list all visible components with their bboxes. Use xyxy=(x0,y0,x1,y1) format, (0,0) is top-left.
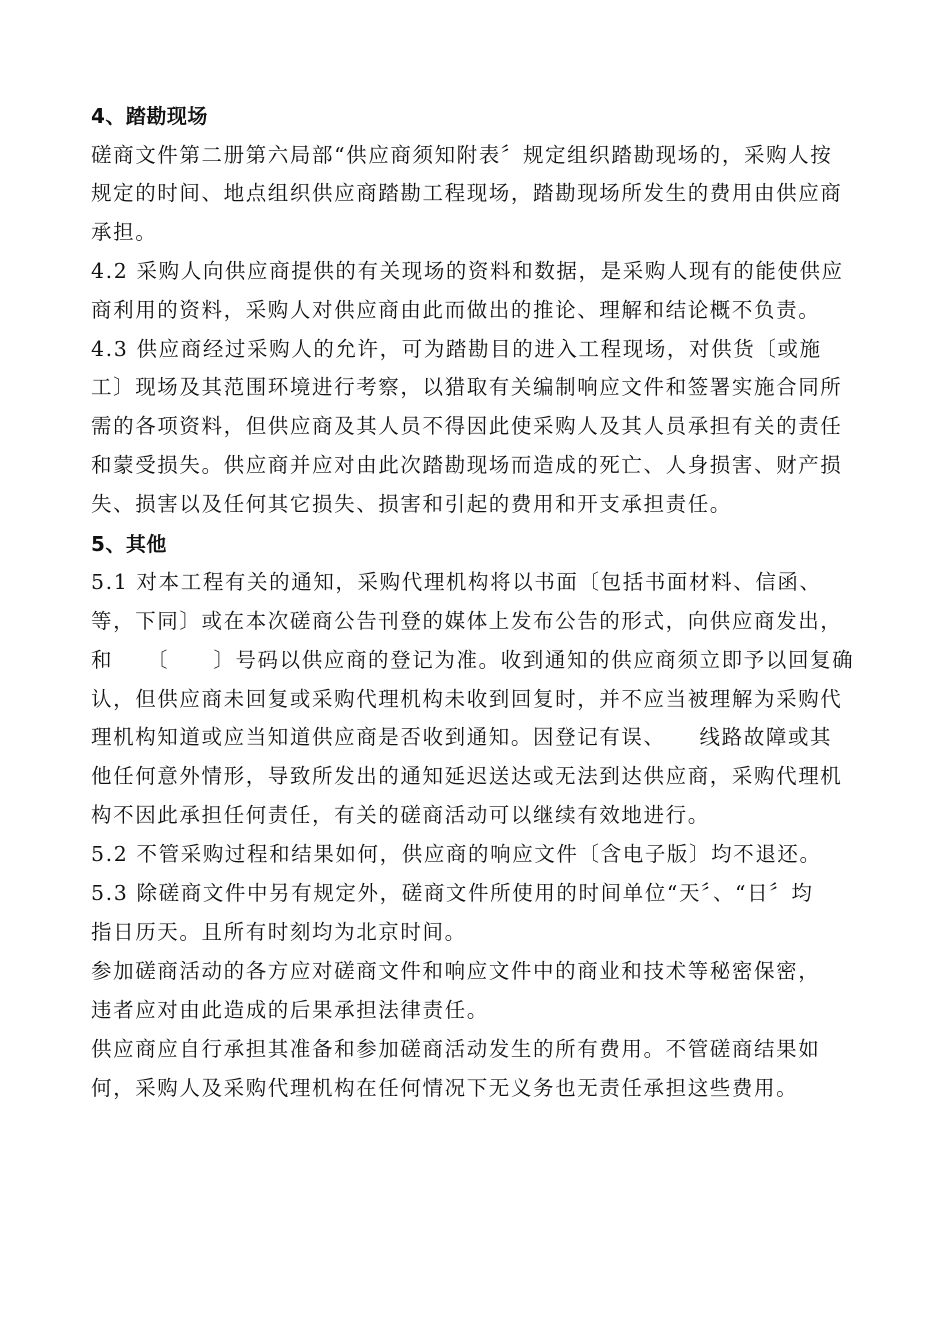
text-line: 认，但供应商未回复或采购代理机构未收到回复时，并不应当被理解为采购代 xyxy=(91,687,843,711)
text-line: 失、损害以及任何其它损失、损害和引起的费用和开支承担责任。 xyxy=(91,492,732,516)
heading-other: 5、其他 xyxy=(91,532,167,556)
text-line: 工〕现场及其范围环境进行考察，以猎取有关编制响应文件和签署实施合同所 xyxy=(91,375,843,399)
text-line: 和蒙受损失。供应商并应对由此次踏勘现场而造成的死亡、人身损害、财产损 xyxy=(91,453,843,477)
text-line: 5.3 除磋商文件中另有规定外，磋商文件所使用的时间单位“天〞、“日〞均 xyxy=(91,881,814,905)
text-line: 磋商文件第二册第六局部“供应商须知附表〞规定组织踏勘现场的，采购人按 xyxy=(91,143,833,167)
text-line: 他任何意外情形，导致所发出的通知延迟送达或无法到达供应商，采购代理机 xyxy=(91,764,843,788)
text-line: 供应商应自行承担其准备和参加磋商活动发生的所有费用。不管磋商结果如 xyxy=(91,1037,821,1061)
text-line: 何，采购人及采购代理机构在任何情况下无义务也无责任承担这些费用。 xyxy=(91,1076,799,1100)
text-line: 参加磋商活动的各方应对磋商文件和响应文件中的商业和技术等秘密保密， xyxy=(91,959,821,983)
text-line: 5.1 对本工程有关的通知，采购代理机构将以书面〔包括书面材料、信函、 xyxy=(91,570,822,594)
text-line: 商利用的资料，采购人对供应商由此而做出的推论、理解和结论概不负责。 xyxy=(91,298,821,322)
text-line: 理机构知道或应当知道供应商是否收到通知。因登记有误、 线路故障或其 xyxy=(91,725,833,749)
text-line: 指日历天。且所有时刻均为北京时间。 xyxy=(91,920,467,944)
text-line: 等，下同〕或在本次磋商公告刊登的媒体上发布公告的形式，向供应商发出， xyxy=(91,609,843,633)
text-line: 违者应对由此造成的后果承担法律责任。 xyxy=(91,998,489,1022)
text-line: 规定的时间、地点组织供应商踏勘工程现场，踏勘现场所发生的费用由供应商 xyxy=(91,181,843,205)
text-line: 需的各项资料，但供应商及其人员不得因此使采购人及其人员承担有关的责任 xyxy=(91,414,843,438)
text-line: 和 〔 〕号码以供应商的登记为准。收到通知的供应商须立即予以回复确 xyxy=(91,648,855,672)
text-line: 4.2 采购人向供应商提供的有关现场的资料和数据，是采购人现有的能使供应 xyxy=(91,259,844,283)
text-line: 构不因此承担任何责任，有关的磋商活动可以继续有效地进行。 xyxy=(91,803,710,827)
heading-site-survey: 4、踏勘现场 xyxy=(91,104,208,128)
text-line: 4.3 供应商经过采购人的允许，可为踏勘目的进入工程现场，对供货〔或施 xyxy=(91,337,822,361)
text-line: 5.2 不管采购过程和结果如何，供应商的响应文件〔含电子版〕均不退还。 xyxy=(91,842,822,866)
text-line: 承担。 xyxy=(91,220,158,244)
